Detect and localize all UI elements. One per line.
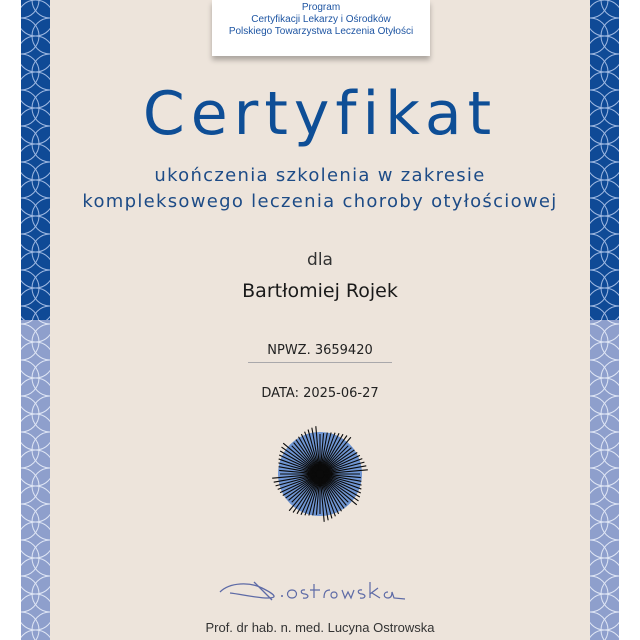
- banner-line-society: Polskiego Towarzystwa Leczenia Otyłości: [228, 26, 414, 37]
- subtitle-line-2: kompleksowego leczenia choroby otyłościowej: [82, 191, 558, 212]
- recipient-name: Bartłomiej Rojek: [242, 280, 398, 302]
- npwz-underline: [248, 362, 392, 363]
- circle-pattern-icon: [590, 0, 619, 320]
- circle-pattern-icon: [21, 0, 50, 320]
- starburst-seal-icon: [270, 424, 370, 524]
- subtitle-line-1: ukończenia szkolenia w zakresie: [154, 165, 486, 186]
- banner-line-certification: Certyfikacji Lekarzy i Ośrodków: [251, 14, 391, 25]
- circle-pattern-icon: [590, 320, 619, 640]
- certificate-date: DATA: 2025-06-27: [261, 386, 379, 401]
- program-banner: [212, 0, 430, 56]
- certificate-title: Certyfikat: [142, 79, 498, 149]
- for-label: dla: [307, 250, 333, 270]
- signer-name: Prof. dr hab. n. med. Lucyna Ostrowska: [205, 620, 435, 635]
- handwritten-signature: [210, 568, 410, 608]
- circle-pattern-icon: [21, 320, 50, 640]
- certificate-subtitle: [0, 163, 640, 215]
- npwz-number: NPWZ. 3659420: [267, 343, 373, 358]
- banner-line-program: Program: [301, 2, 341, 13]
